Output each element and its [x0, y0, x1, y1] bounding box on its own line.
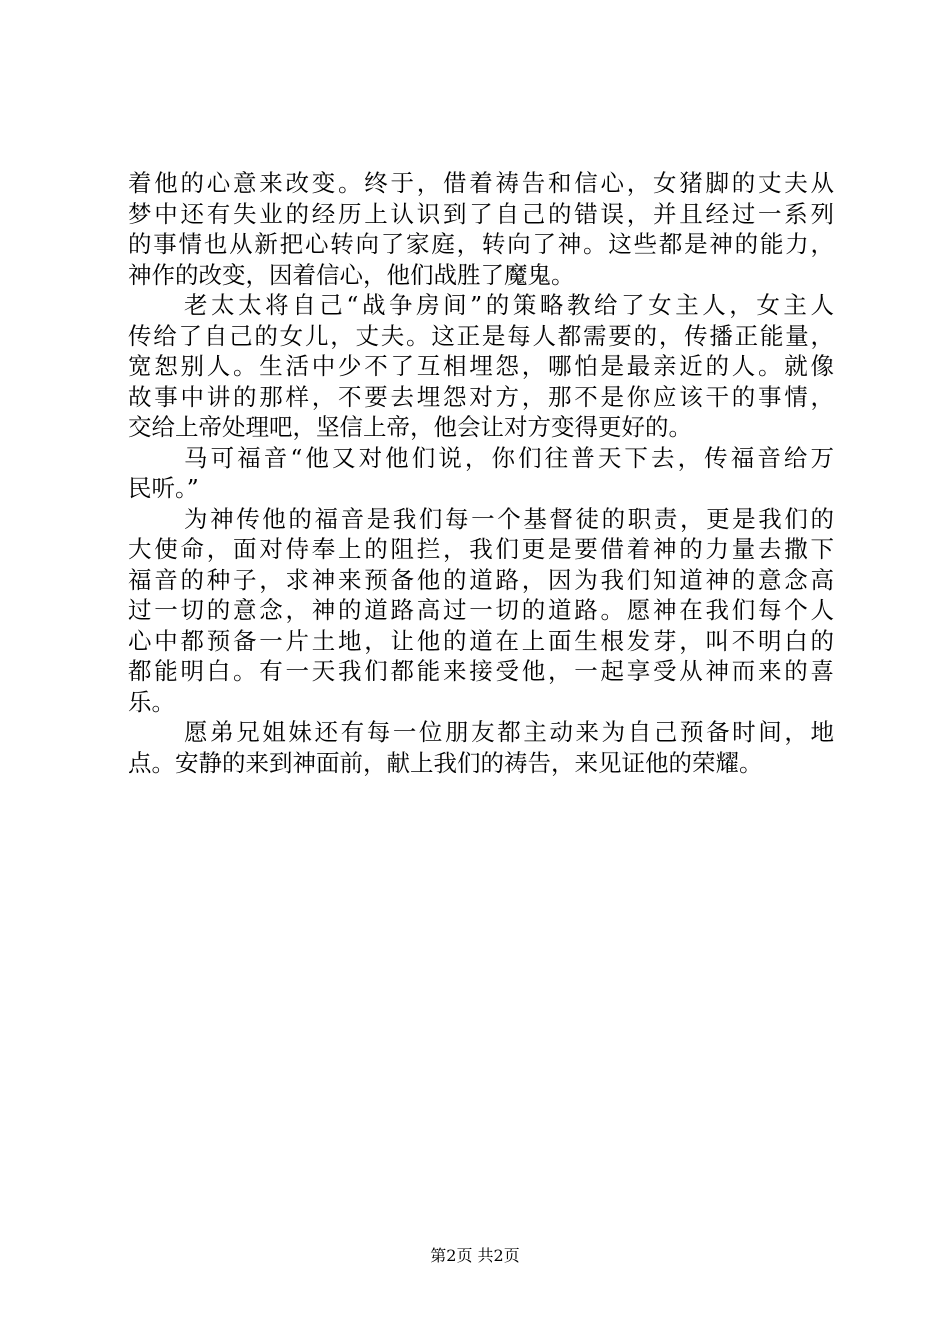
text-line: 点。安静的来到神面前，献上我们的祷告，来见证他的荣耀。	[128, 748, 763, 777]
text-line: 福音的种子，求神来预备他的道路，因为我们知道神的意念高	[128, 565, 834, 594]
text-line: 老太太将自己“战争房间”的策略教给了女主人，女主人	[184, 291, 834, 319]
text-line: 心中都预备一片土地，让他的道在上面生根发芽，叫不明白的	[128, 626, 834, 655]
text-line: 为神传他的福音是我们每一个基督徒的职责，更是我们的	[184, 504, 834, 533]
text-line: 故事中讲的那样，不要去埋怨对方，那不是你应该干的事情，	[128, 382, 834, 411]
text-line: 的事情也从新把心转向了家庭，转向了神。这些都是神的能力，	[128, 230, 834, 258]
text-line: 宽恕别人。生活中少不了互相埋怨，哪怕是最亲近的人。就像	[128, 352, 834, 380]
text-line: 都能明白。有一天我们都能来接受他，一起享受从神而来的喜	[128, 657, 834, 685]
text-line: 大使命，面对侍奉上的阻拦，我们更是要借着神的力量去撒下	[128, 535, 834, 563]
text-line: 马可福音“他又对他们说，你们往普天下去，传福音给万	[184, 443, 834, 472]
text-line: 民听。”	[128, 474, 199, 502]
text-line: 过一切的意念，神的道路高过一切的道路。愿神在我们每个人	[128, 596, 834, 624]
text-line: 愿弟兄姐妹还有每一位朋友都主动来为自己预备时间，地	[184, 718, 834, 746]
page-footer: 第2页 共2页	[430, 1246, 520, 1265]
text-line: 传给了自己的女儿，丈夫。这正是每人都需要的，传播正能量，	[128, 321, 834, 350]
text-line: 乐。	[128, 687, 175, 716]
text-line: 神作的改变，因着信心，他们战胜了魔鬼。	[128, 260, 575, 289]
text-line: 交给上帝处理吧，坚信上帝，他会让对方变得更好的。	[128, 413, 692, 441]
text-line: 梦中还有失业的经历上认识到了自己的错误，并且经过一系列	[128, 199, 834, 228]
text-line: 着他的心意来改变。终于，借着祷告和信心，女猪脚的丈夫从	[128, 169, 834, 197]
document-body	[128, 168, 834, 778]
